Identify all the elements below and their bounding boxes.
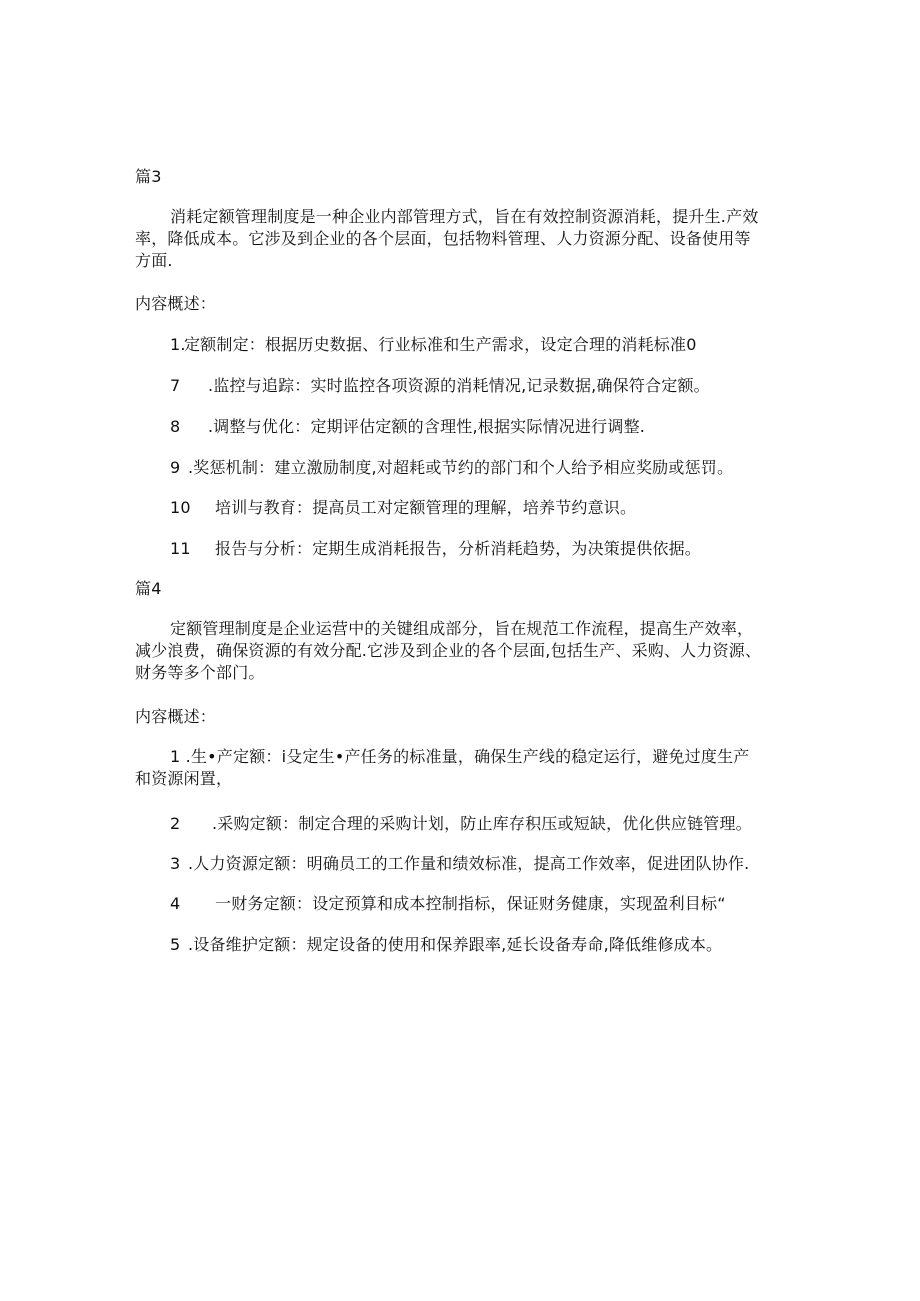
list-item: [135, 746, 795, 790]
item-text: .人力资源定额：明确员工的工作量和绩效标准，提高工作效率，促进团队协作.: [188, 854, 750, 873]
item-text: 培训与教育：提高员工对定额管理的理解，培养节约意识。: [215, 498, 637, 517]
item-number: 2: [170, 814, 181, 833]
list-item: [170, 934, 722, 956]
list-item: [170, 893, 726, 915]
list-item: [170, 853, 749, 875]
intro-line: 定额管理制度是企业运营中的关键组成部分，旨在规范工作流程，提高生产效率，: [170, 619, 754, 638]
intro-line: 率，降低成本。它涉及到企业的各个层面，包括物料管理、人力资源分配、设备使用等: [135, 229, 751, 248]
intro-paragraph: [135, 206, 790, 272]
item-text: 定额制定：根据历史数据、行业标准和生产需求，设定合理的消耗标准0: [184, 335, 697, 354]
list-item: [170, 416, 645, 438]
summary-label: 内容概述：: [135, 707, 217, 726]
intro-line: 减少浪费，确保资源的有效分配.它涉及到企业的各个层面,包括生产、采购、人力资源、: [135, 641, 762, 660]
intro-line: 消耗定额管理制度是一种企业内部管理方式，旨在有效控制资源消耗，提升生.产效: [170, 207, 759, 226]
item-number: 1.: [170, 335, 186, 354]
item-number: 3: [170, 854, 181, 873]
item-text-line: 和资源闲置，: [135, 769, 233, 788]
list-item: [170, 813, 752, 835]
list-item: [170, 375, 710, 397]
intro-line: 方面.: [135, 251, 173, 270]
list-item: [170, 334, 697, 356]
list-item: [170, 497, 636, 519]
item-text: .奖惩机制：建立激励制度,对超耗或节约的部门和个人给予相应奖励或惩罚。: [188, 458, 734, 477]
summary-label: 内容概述：: [135, 294, 217, 313]
item-number: 7: [170, 376, 181, 395]
item-text: 一财务定额：设定预算和成本控制指标，保证财务健康，实现盈利目标“: [215, 894, 726, 913]
item-number: 8: [170, 417, 181, 436]
section-heading: 篇3: [135, 167, 162, 186]
item-number: 11: [170, 539, 191, 558]
item-number: 5: [170, 935, 181, 954]
item-text: .调整与优化：定期评估定额的含理性,根据实际情况进行调整.: [208, 417, 646, 436]
intro-line: 财务等多个部门。: [135, 663, 265, 682]
item-number: 10: [170, 498, 191, 517]
item-text: .监控与追踪：实时监控各项资源的消耗情况,记录数据,确保符合定额。: [208, 376, 710, 395]
list-item: [170, 538, 701, 560]
item-number: 9: [170, 458, 181, 477]
intro-paragraph: [135, 618, 790, 684]
item-text: .设备维护定额：规定设备的使用和保养跟率,延长设备寿命,降低维修成本。: [188, 935, 723, 954]
item-text: 报告与分析：定期生成消耗报告，分析消耗趋势，为决策提供依据。: [215, 539, 702, 558]
item-text-line: 1 .生•产定额：i殳定生•产任务的标准量，确保生产线的稳定运行，避免过度生产: [170, 747, 750, 766]
list-item: [170, 457, 733, 479]
item-text: .采购定额：制定合理的采购计划，防止库存积压或短缺，优化供应链管理。: [212, 814, 752, 833]
section-heading: 篇4: [135, 579, 162, 598]
item-number: 4: [170, 894, 181, 913]
